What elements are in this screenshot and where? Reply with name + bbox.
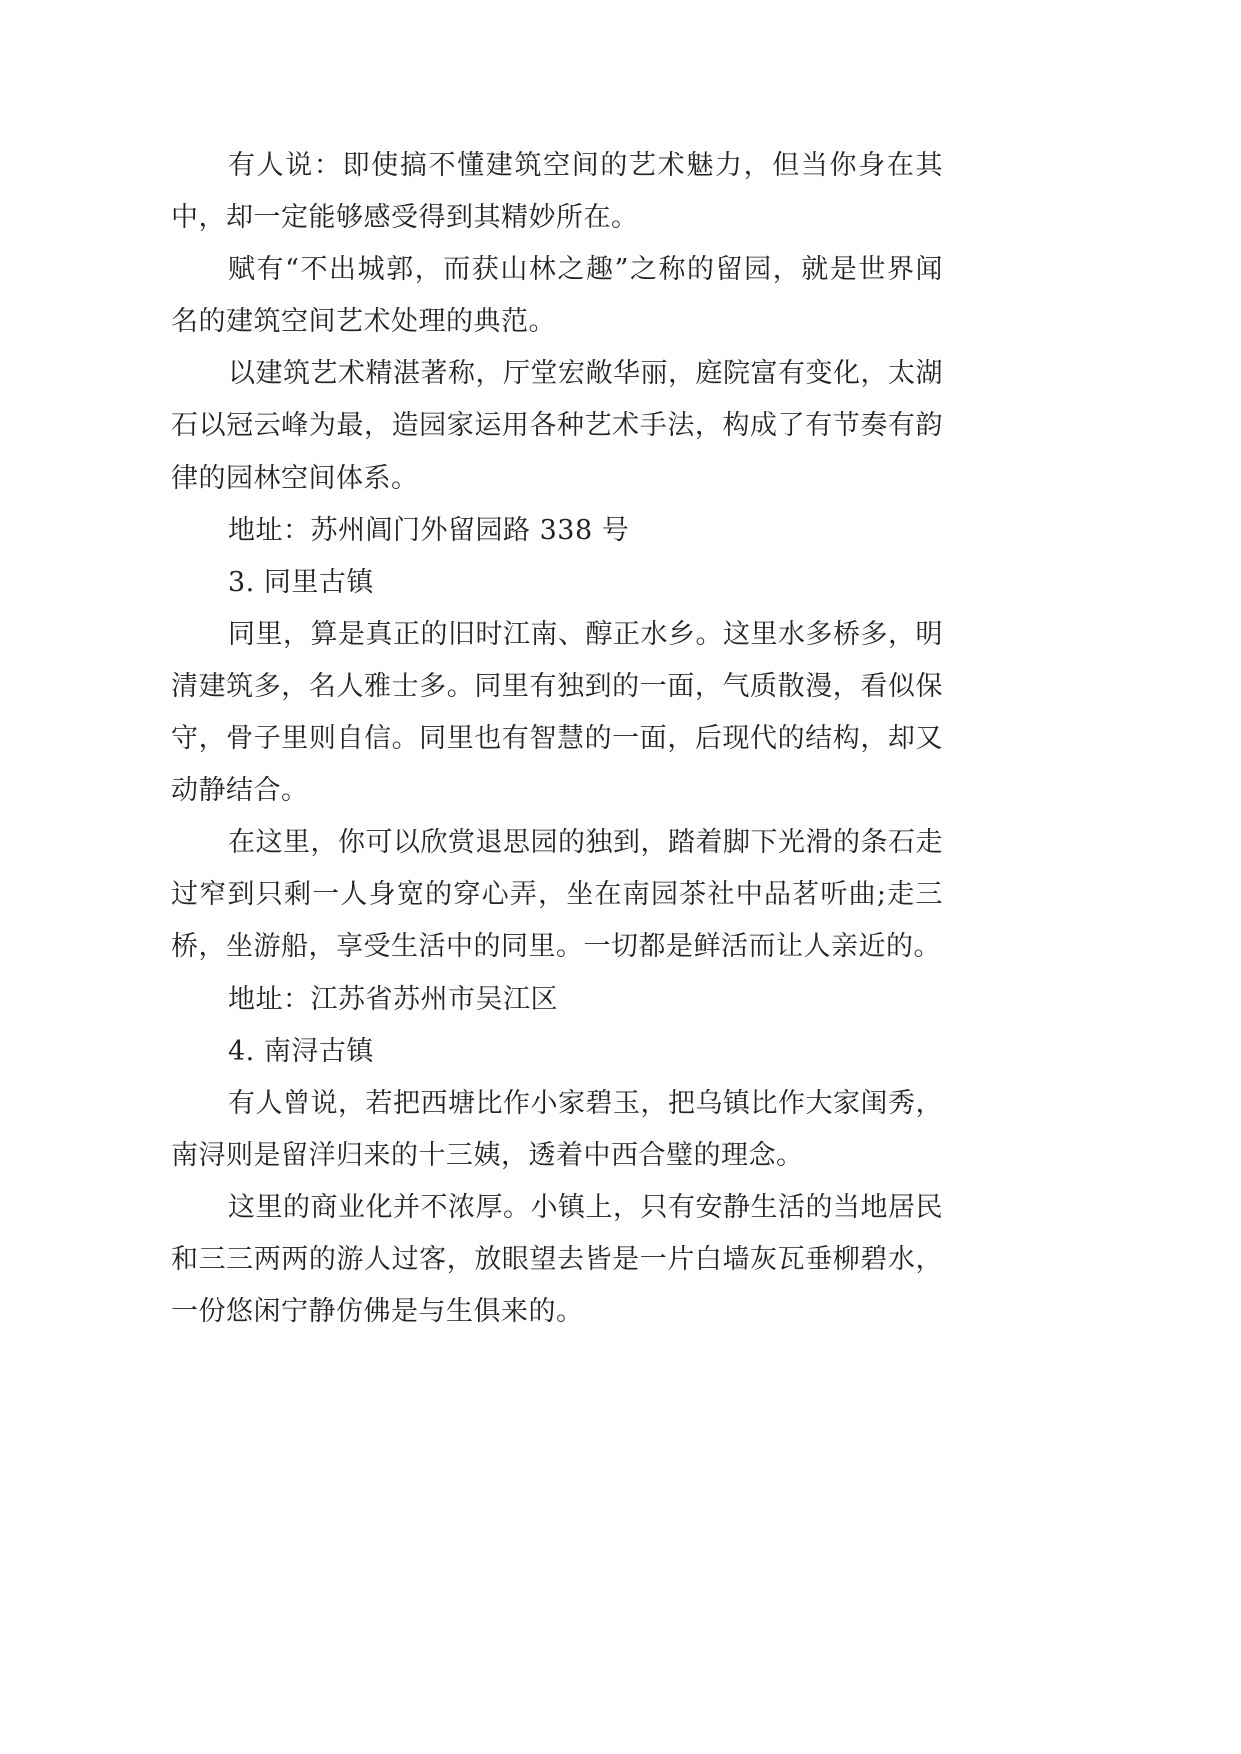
paragraph-tongli-activities: 在这里，你可以欣赏退思园的独到，踏着脚下光滑的条石走过窄到只剩一人身宽的穿心弄，坐在南园茶社中品茗听曲;走三桥，坐游船，享受生活中的同里。一切都是鲜活而让人亲近的。	[171, 827, 943, 963]
body-text	[171, 140, 943, 1338]
paragraph-tongli-intro: 同里，算是真正的旧时江南、醇正水乡。这里水多桥多，明清建筑多，名人雅士多。同里有独到的一面，气质散漫，看似保守，骨子里则自信。同里也有智慧的一面，后现代的结构，却又动静结合。	[171, 618, 943, 807]
paragraph-intro: 有人说：即使搞不懂建筑空间的艺术魅力，但当你身在其中，却一定能够感受得到其精妙所在。	[171, 150, 943, 234]
paragraph-nanxun-description: 这里的商业化并不浓厚。小镇上，只有安静生活的当地居民和三三两两的游人过客，放眼望去皆是一片白墙灰瓦垂柳碧水，一份悠闲宁静仿佛是与生俱来的。	[171, 1191, 943, 1328]
section-heading-tongli: 3. 同里古镇	[228, 566, 374, 598]
paragraph-nanxun-intro: 有人曾说，若把西塘比作小家碧玉，把乌镇比作大家闺秀，南浔则是留洋归来的十三姨，透着中西合璧的理念。	[171, 1087, 943, 1171]
paragraph-liuyuan-address: 地址：苏州阊门外留园路 338 号	[228, 514, 630, 546]
paragraph-liuyuan-title: 赋有“不出城郭，而获山林之趣”之称的留园，就是世界闻名的建筑空间艺术处理的典范。	[171, 254, 943, 338]
section-heading-nanxun: 4. 南浔古镇	[228, 1035, 374, 1067]
paragraph-tongli-address: 地址：江苏省苏州市吴江区	[228, 983, 558, 1015]
paragraph-liuyuan-description: 以建筑艺术精湛著称，厅堂宏敞华丽，庭院富有变化，太湖石以冠云峰为最，造园家运用各种艺术手法，构成了有节奏有韵律的园林空间体系。	[171, 358, 943, 494]
